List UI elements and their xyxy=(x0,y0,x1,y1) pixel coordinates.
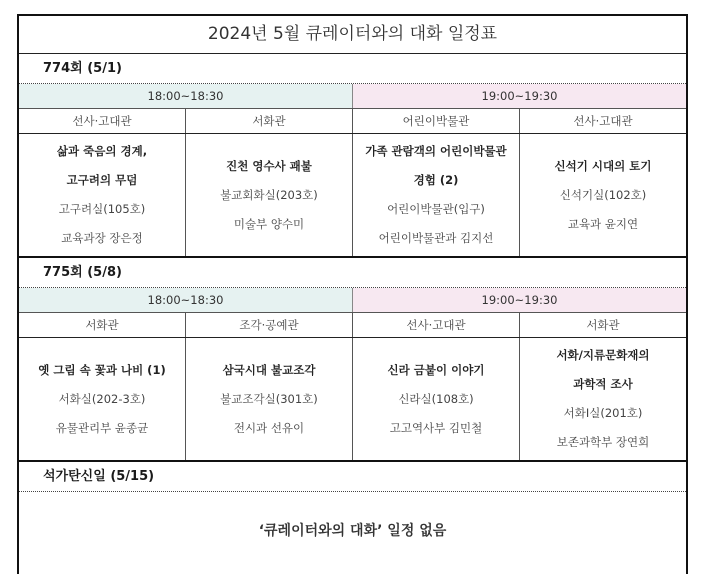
talk-cell xyxy=(520,338,686,460)
talk-room: 신석기실(102호) xyxy=(559,187,647,202)
holiday-heading: 석가탄신일 (5/15) xyxy=(19,462,686,492)
talk-room: 신라실(108호) xyxy=(398,391,474,406)
talk-title: 과학적 조사 xyxy=(573,377,633,391)
time-slot-early: 18:00~18:30 xyxy=(19,288,353,312)
talk-cell xyxy=(520,134,686,256)
session-heading-775: 775회 (5/8) xyxy=(19,258,686,288)
talk-speaker: 어린이박물관과 김지선 xyxy=(378,231,494,245)
talk-title: 신석기 시대의 토기 xyxy=(554,158,652,173)
location-cell: 어린이박물관 xyxy=(353,109,520,133)
page-title: 2024년 5월 큐레이터와의 대화 일정표 xyxy=(19,16,686,54)
location-cell: 서화관 xyxy=(19,313,186,337)
talk-title: 삶과 죽음의 경계, xyxy=(56,144,148,158)
location-cell: 선사·고대관 xyxy=(573,114,633,128)
session-heading-774: 774회 (5/1) xyxy=(19,54,686,84)
talk-room: 불교조각실(301호) xyxy=(220,391,318,406)
talk-title: 삼국시대 불교조각 xyxy=(222,362,316,377)
location-cell: 선사·고대관 xyxy=(19,109,186,133)
location-cell: 조각·공예관 xyxy=(186,313,353,337)
no-schedule-message: ‘큐레이터와의 대화’ 일정 없음 xyxy=(258,523,447,539)
talk-cell xyxy=(353,338,520,460)
talk-row xyxy=(19,338,686,462)
schedule-table xyxy=(17,14,688,574)
talk-room: 어린이박물관(입구) xyxy=(387,202,485,216)
location-row xyxy=(19,109,686,134)
talk-speaker: 미술부 양수미 xyxy=(233,216,305,231)
time-row xyxy=(19,84,686,109)
talk-cell xyxy=(186,134,353,256)
talk-row xyxy=(19,134,686,258)
talk-speaker: 고고역사부 김민철 xyxy=(389,420,483,435)
location-row xyxy=(19,313,686,338)
location-cell: 서화관 xyxy=(186,109,353,133)
talk-title: 경험 (2) xyxy=(413,173,459,187)
talk-title: 신라 금붙이 이야기 xyxy=(387,362,485,377)
talk-speaker: 보존과학부 장연희 xyxy=(556,435,650,449)
talk-title: 옛 그림 속 꽃과 나비 (1) xyxy=(38,362,166,377)
talk-room: 서화Ⅰ실(201호) xyxy=(563,406,643,420)
talk-speaker: 유물관리부 윤종균 xyxy=(55,420,149,435)
location-cell: 선사·고대관 xyxy=(353,313,520,337)
time-slot-early: 18:00~18:30 xyxy=(19,84,353,108)
talk-cell xyxy=(19,338,186,460)
time-slot-late: 19:00~19:30 xyxy=(353,288,686,312)
talk-cell xyxy=(353,134,520,256)
talk-title: 진천 영수사 괘불 xyxy=(226,158,312,173)
talk-cell xyxy=(19,134,186,256)
talk-room: 불교회화실(203호) xyxy=(220,187,318,202)
talk-speaker: 교육과장 장은정 xyxy=(61,231,143,245)
talk-room: 서화실(202-3호) xyxy=(58,391,146,406)
talk-room: 고구려실(105호) xyxy=(58,202,146,216)
time-slot-late: 19:00~19:30 xyxy=(353,84,686,108)
talk-speaker: 교육과 윤지연 xyxy=(567,216,639,231)
talk-speaker: 전시과 선유이 xyxy=(233,420,305,435)
talk-title: 가족 관람객의 어린이박물관 xyxy=(365,144,507,158)
time-row xyxy=(19,288,686,313)
talk-title: 서화/지류문화재의 xyxy=(556,348,650,362)
talk-cell xyxy=(186,338,353,460)
talk-title: 고구려의 무덤 xyxy=(66,173,138,187)
location-cell: 서화관 xyxy=(586,318,620,332)
